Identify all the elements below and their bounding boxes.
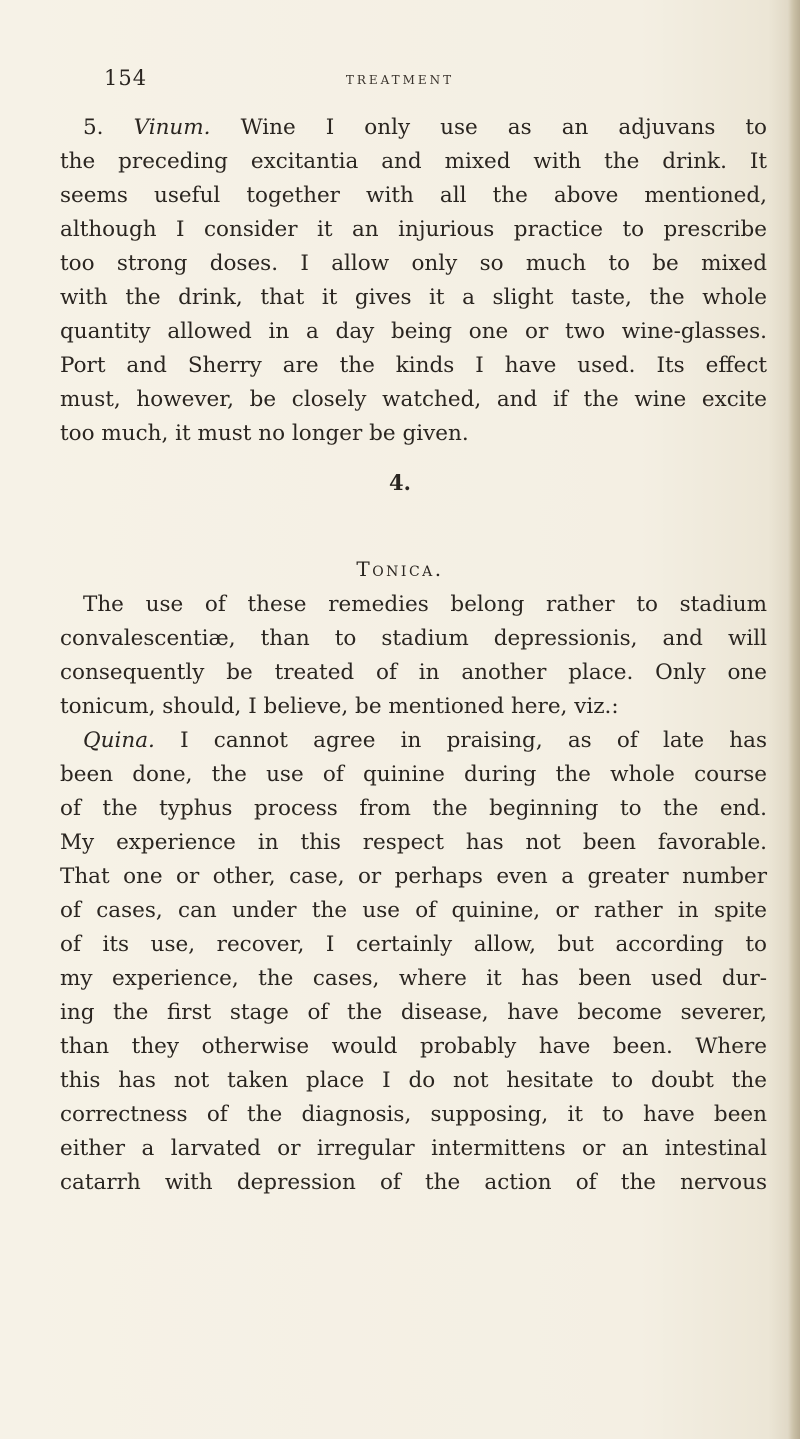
quina-line [60, 724, 767, 758]
quina-line: this has not taken place I do not hesitate to doubt the [60, 1068, 767, 1093]
vinum-line: with the drink, that it gives it a slight taste, the whole [60, 285, 767, 310]
quina-line: of cases, can under the use of quinine, or rather in spite [60, 898, 767, 923]
vinum-number: 5. [83, 115, 104, 140]
vinum-section [60, 111, 767, 451]
vinum-line: seems useful together with all the above mentioned, [60, 183, 767, 208]
page-edge-shadow [788, 0, 800, 1439]
page-number: 154 [104, 66, 148, 90]
section-number: 4. [389, 470, 411, 495]
section-title-text: Tonica. [356, 557, 444, 581]
running-head: TREATMENT [345, 73, 455, 87]
quina-line: than they otherwise would probably have been. Where [60, 1034, 767, 1059]
vinum-line: too strong doses. I allow only so much to be mixed [60, 251, 767, 276]
quina-line: been done, the use of quinine during the whole course [60, 762, 767, 787]
tonica-section [60, 588, 767, 1200]
vinum-line: too much, it must no longer be given. [60, 421, 469, 446]
vinum-line: although I consider it an injurious practice to prescribe [60, 217, 767, 242]
quina-line: of the typhus process from the beginning to the end. [60, 796, 767, 821]
quina-term: Quina. [83, 728, 155, 753]
quina-text: I cannot agree in praising, as of late has [180, 728, 767, 753]
quina-line: either a larvated or irregular intermittens or an intestinal [60, 1136, 767, 1161]
quina-line: catarrh with depression of the action of the nervous [60, 1170, 767, 1195]
quina-line: My experience in this respect has not been favorable. [60, 830, 767, 855]
quina-line: correctness of the diagnosis, supposing, it to have been [60, 1102, 767, 1127]
vinum-text: Wine I only use as an adjuvans to [240, 115, 767, 140]
tonica-line: tonicum, should, I believe, be mentioned here, viz.: [60, 694, 619, 719]
quina-line: ing the first stage of the disease, have become severer, [60, 1000, 767, 1025]
vinum-term: Vinum. [133, 115, 211, 140]
vinum-line [60, 111, 767, 145]
section-title [0, 557, 800, 581]
quina-line: That one or other, case, or perhaps even a greater number [60, 864, 767, 889]
vinum-line: the preceding excitantia and mixed with the drink. It [60, 149, 767, 174]
vinum-line: must, however, be closely watched, and if the wine excite [60, 387, 767, 412]
quina-line: my experience, the cases, where it has been used dur- [60, 966, 767, 991]
vinum-line: Port and Sherry are the kinds I have used. Its effect [60, 353, 767, 378]
quina-line: of its use, recover, I certainly allow, but according to [60, 932, 767, 957]
vinum-line: quantity allowed in a day being one or two wine-glasses. [60, 319, 767, 344]
tonica-line: The use of these remedies belong rather to stadium [83, 592, 767, 617]
tonica-line: consequently be treated of in another place. Only one [60, 660, 767, 685]
tonica-line: convalescentiæ, than to stadium depressionis, and will [60, 626, 767, 651]
